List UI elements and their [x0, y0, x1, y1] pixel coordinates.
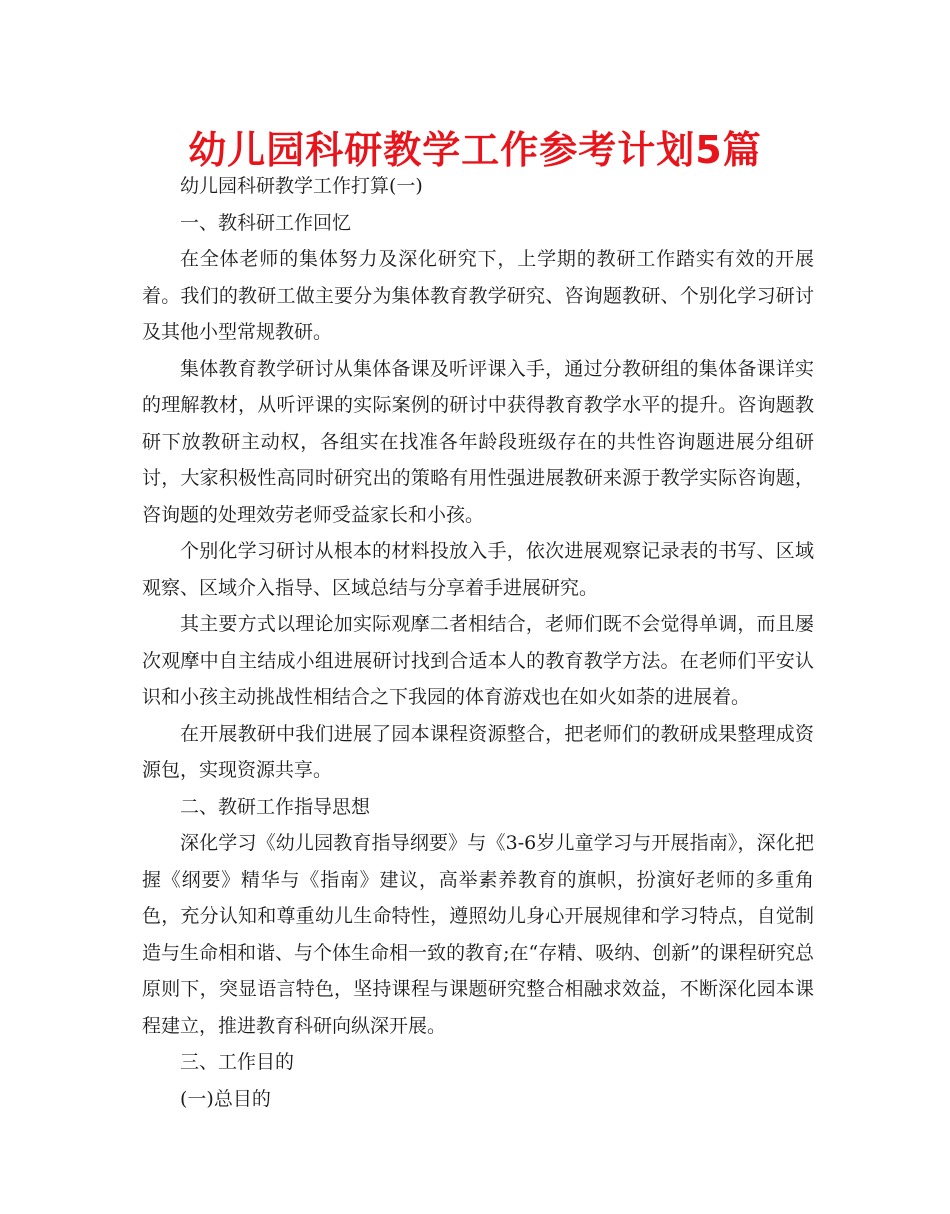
section-heading-3: 三、工作目的 [180, 1051, 295, 1073]
paragraph: 个别化学习研讨从根本的材料投放入手，依次进展观察记录表的书写、区域观察、区域介入指导、区域总结与分享着手进展研究。 [142, 540, 814, 599]
paragraph: 集体教育教学研讨从集体备课及听评课入手，通过分教研组的集体备课详实的理解教材，从听评课的实际案例的研讨中获得教育教学水平的提升。咨询题教研下放教研主动权，各组实在找准各年龄段班级存在的共性咨询题进展分组研讨，大家积极性高同时研究出的策略有用性强进展教研来源于教学实际咨询题，咨询题的处理效劳老师受益家长和小孩。 [142, 357, 814, 526]
document-body [142, 168, 814, 1117]
paragraph: 在全体老师的集体努力及深化研究下，上学期的教研工作踏实有效的开展着。我们的教研工做主要分为集体教育教学研究、咨询题教研、个别化学习研讨及其他小型常规教研。 [142, 248, 814, 343]
section-heading-2: 二、教研工作指导思想 [180, 795, 371, 818]
section-heading-1: 一、教科研工作回忆 [180, 211, 352, 234]
paragraph: 在开展教研中我们进展了园本课程资源整合，把老师们的教研成果整理成资源包，实现资源共享。 [142, 722, 814, 781]
document-title: 幼儿园科研教学工作参考计划5篇 [188, 128, 762, 172]
paragraph: 深化学习《幼儿园教育指导纲要》与《3-6岁儿童学习与开展指南》，深化把握《纲要》精华与《指南》建议，高举素养教育的旗帜，扮演好老师的多重角色，充分认知和尊重幼儿生命特性，遵照幼儿身心开展规律和学习特点，自觉制造与生命相和谐、与个体生命相一致的教育;在“存精、吸纳、创新”的课程研究总原则下，突显语言特色，坚持课程与课题研究整合相融求效益，不断深化园本课程建立，推进教育科研向纵深开展。 [142, 832, 814, 1037]
subsection-heading: (一)总目的 [180, 1087, 271, 1110]
section-subtitle: 幼儿园科研教学工作打算(一) [180, 175, 423, 197]
paragraph: 其主要方式以理论加实际观摩二者相结合，老师们既不会觉得单调，而且屡次观摩中自主结成小组进展研讨找到合适本人的教育教学方法。在老师们平安认识和小孩主动挑战性相结合之下我园的体育游戏也在如火如荼的进展着。 [142, 613, 814, 708]
